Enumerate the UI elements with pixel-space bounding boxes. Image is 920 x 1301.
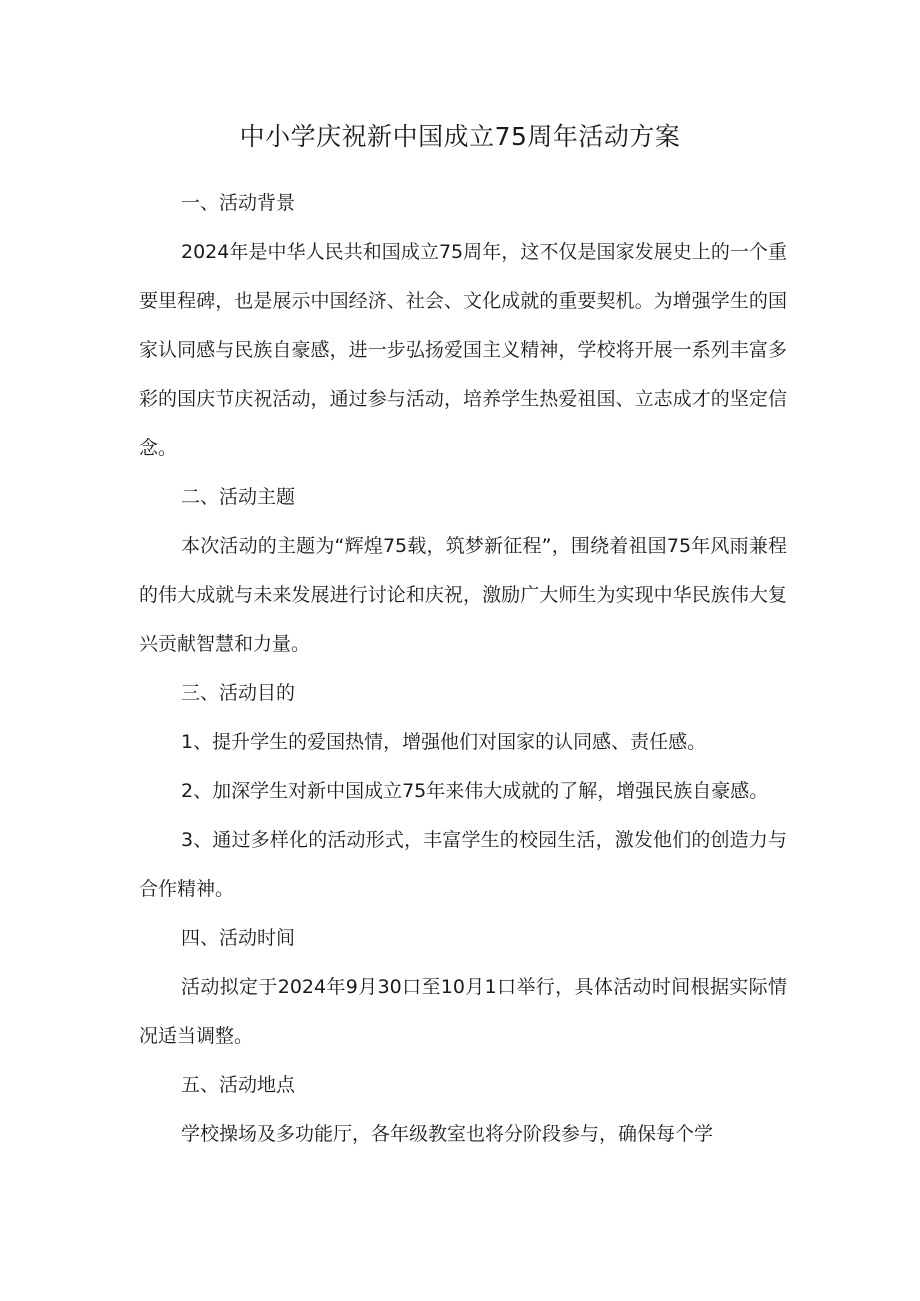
purpose-item-1: 1、提升学生的爱国热情，增强他们对国家的认同感、责任感。: [181, 731, 707, 753]
heading-theme: 二、活动主题: [181, 486, 296, 508]
heading-purpose: 三、活动目的: [181, 682, 296, 704]
document-title: 中小学庆祝新中国成立75周年活动方案: [239, 122, 681, 151]
document-body: [139, 179, 787, 1159]
paragraph-location: 学校操场及多功能厅，各年级教室也将分阶段参与，确保每个学: [181, 1123, 714, 1145]
heading-location: 五、活动地点: [181, 1074, 296, 1096]
paragraph-background: 2024年是中华人民共和国成立75周年，这不仅是国家发展史上的一个重要里程碑，也是展示中国经济、社会、文化成就的重要契机。为增强学生的国家认同感与民族自豪感，进一步弘扬爱国主义精神，学校将开展一系列丰富多彩的国庆节庆祝活动，通过参与活动，培养学生热爱祖国、立志成才的坚定信念。: [139, 241, 787, 459]
heading-background: 一、活动背景: [181, 192, 296, 214]
paragraph-theme: 本次活动的主题为“辉煌75载，筑梦新征程”，围绕着祖国75年风雨兼程的伟大成就与未来发展进行讨论和庆祝，激励广大师生为实现中华民族伟大复兴贡献智慧和力量。: [139, 535, 787, 655]
paragraph-time: 活动拟定于2024年9月30口至10月1口举行，具体活动时间根据实际情况适当调整。: [139, 976, 787, 1047]
purpose-item-2: 2、加深学生对新中国成立75年来伟大成就的了解，增强民族自豪感。: [181, 780, 769, 802]
purpose-item-3: 3、通过多样化的活动形式，丰富学生的校园生活，激发他们的创造力与合作精神。: [139, 829, 787, 900]
heading-time: 四、活动时间: [181, 927, 296, 949]
